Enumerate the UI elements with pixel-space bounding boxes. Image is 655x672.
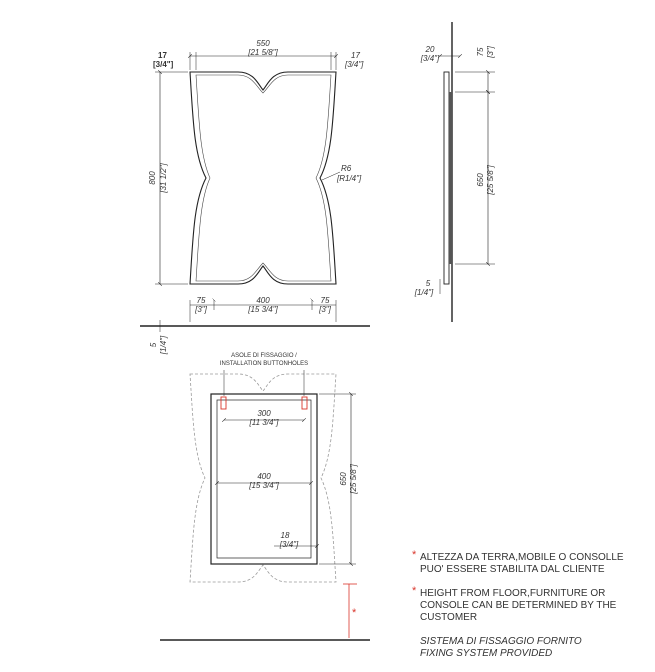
holes-span-in-label: [11 3/4"] bbox=[249, 418, 279, 427]
front-floor-gap-label: 5 bbox=[149, 342, 158, 348]
holes-span-label: 300 bbox=[257, 409, 271, 418]
front-right-edge-in-label: [3/4"] bbox=[345, 60, 364, 69]
front-left-edge-in-label: [3/4"] bbox=[153, 60, 174, 69]
front-height-in-label: [31 1/2"] bbox=[159, 163, 168, 193]
note-english bbox=[412, 585, 652, 624]
frame-bar-in-label: [3/4"] bbox=[279, 540, 299, 549]
side-top-in-label: [3"] bbox=[486, 46, 495, 58]
buttonhole-left bbox=[221, 397, 226, 409]
note-italian-star: * bbox=[412, 549, 417, 561]
side-span-in-label: [25 5/8"] bbox=[486, 165, 495, 195]
buttonholes-label-en: INSTALLATION BUTTONHOLES bbox=[219, 361, 309, 367]
note-italian-line1: ALTEZZA DA TERRA,MOBILE O CONSOLLE bbox=[420, 552, 624, 563]
front-view bbox=[140, 39, 370, 355]
notes-block bbox=[412, 549, 652, 660]
note-english-line3: CUSTOMER bbox=[420, 612, 478, 623]
side-span-label: 650 bbox=[476, 173, 485, 187]
frame-width-label: 400 bbox=[257, 472, 271, 481]
front-height-label: 800 bbox=[148, 171, 157, 185]
frame-height-label: 650 bbox=[339, 472, 348, 486]
frame-bar-label: 18 bbox=[280, 531, 290, 540]
side-depth-in-label: [3/4"] bbox=[420, 54, 440, 63]
height-star: * bbox=[352, 607, 357, 619]
note-italian-line2: PUO' ESSERE STABILITA DAL CLIENTE bbox=[420, 564, 605, 575]
side-bottom-label: 5 bbox=[425, 279, 431, 288]
front-bottom-mid-in-label: [15 3/4"] bbox=[248, 305, 278, 314]
fixing-system-en: FIXING SYSTEM PROVIDED bbox=[420, 648, 553, 659]
front-bottom-mid-label: 400 bbox=[256, 296, 270, 305]
buttonholes-label-it: ASOLE DI FISSAGGIO / bbox=[231, 353, 297, 359]
front-right-edge-label: 17 bbox=[351, 51, 360, 60]
side-top-label: 75 bbox=[476, 47, 485, 57]
frame-width-in-label: [15 3/4"] bbox=[249, 481, 279, 490]
front-width-label: 550 bbox=[256, 39, 270, 48]
back-view bbox=[160, 353, 370, 640]
bracket-side-profile bbox=[449, 92, 452, 264]
mirror-side-profile bbox=[444, 72, 449, 284]
front-radius-label: R6 bbox=[341, 164, 352, 173]
front-width-in-label: [21 5/8"] bbox=[248, 48, 278, 57]
side-view bbox=[414, 22, 495, 322]
mirror-outline-inner bbox=[196, 75, 331, 281]
front-bottom-left-label: 75 bbox=[196, 296, 206, 305]
front-bottom-right-label: 75 bbox=[320, 296, 330, 305]
note-english-line2: CONSOLE CAN BE DETERMINED BY THE bbox=[420, 600, 617, 611]
fixing-system-it: SISTEMA DI FISSAGGIO FORNITO bbox=[420, 636, 582, 647]
front-radius-in-label: [R1/4"] bbox=[337, 174, 362, 183]
frame-height-in-label: [25 5/8"] bbox=[349, 464, 358, 494]
side-bottom-in-label: [1/4"] bbox=[414, 288, 434, 297]
mirror-outline-outer bbox=[190, 72, 336, 284]
front-bottom-left-in-label: [3"] bbox=[195, 305, 207, 314]
front-floor-gap-in-label: [1/4"] bbox=[159, 335, 168, 355]
note-english-star: * bbox=[412, 585, 417, 597]
note-italian bbox=[412, 549, 652, 576]
front-left-edge-label: 17 bbox=[158, 51, 167, 60]
note-english-line1: HEIGHT FROM FLOOR,FURNITURE OR bbox=[420, 588, 606, 599]
front-bottom-right-in-label: [3"] bbox=[319, 305, 331, 314]
side-depth-label: 20 bbox=[425, 45, 435, 54]
buttonhole-right bbox=[302, 397, 307, 409]
